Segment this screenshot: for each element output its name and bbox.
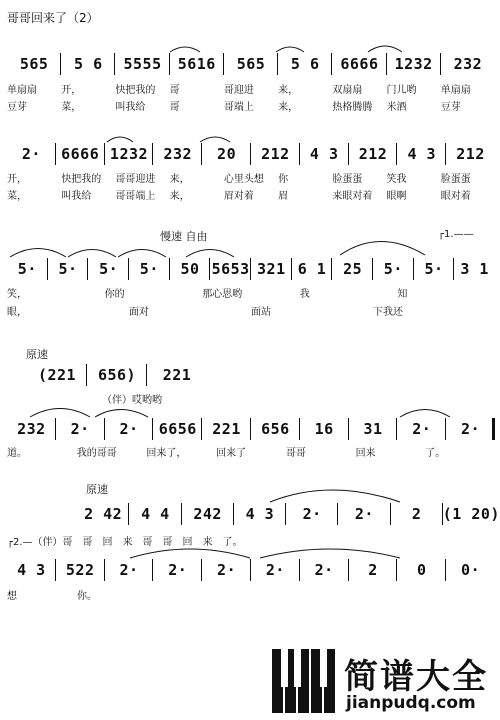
lyric-segment: 哥迎进: [223, 85, 254, 96]
measure: 232: [17, 420, 46, 438]
lyric-segment: 开，: [61, 85, 82, 96]
lyric-segment: 脸蛋蛋: [440, 174, 471, 185]
measure: 5616: [177, 55, 216, 73]
measure: 31: [363, 420, 383, 438]
measure: 2 42: [84, 505, 123, 523]
lyric-segment: 哥: [169, 85, 180, 96]
measure: 2·: [354, 505, 374, 523]
measure: 4 3: [245, 505, 275, 523]
measure: 5555: [123, 55, 162, 73]
lyric-segment: 笑我: [386, 174, 407, 185]
measure: 50: [180, 260, 200, 278]
lyric-segment: 想: [7, 591, 17, 602]
piano-keys-icon: [272, 649, 336, 713]
measure: 5·: [139, 260, 159, 278]
measure: 2·: [70, 420, 90, 438]
lyric-segment: 叫我给: [61, 191, 92, 202]
lyric-segment: 你。: [77, 591, 97, 602]
lyric-segment: 菜，: [61, 102, 82, 113]
tempo-original-2: 原速: [86, 483, 108, 496]
lyric-segment: 眉: [278, 191, 289, 202]
lyric-segment: 来眼对着: [332, 191, 373, 202]
lyric-segment: 来，: [278, 85, 299, 96]
lyric-segment: 单扇扇: [7, 85, 37, 96]
lyric-segment: 眉对着: [223, 191, 254, 202]
lyric-segment: 哥: [169, 102, 180, 113]
measure: 2·: [119, 420, 139, 438]
lyric-segment: 你的: [104, 289, 125, 300]
volta-2-lyric: ┌2.—（伴）哥 哥 回 来 哥 哥 回 来 了。: [7, 537, 243, 548]
lyric-segment: 哥哥: [285, 448, 306, 459]
lyric-segment: 那心思哟: [202, 289, 243, 300]
lyric-segment: 知: [397, 289, 408, 300]
lyric-segment: 眼，: [7, 307, 27, 318]
measure: 2·: [119, 561, 139, 579]
measure: 212: [358, 145, 388, 163]
measure: 656: [261, 420, 290, 438]
lyric-segment: 我: [299, 289, 310, 300]
measure: 6666: [61, 145, 100, 163]
measure: 522: [65, 561, 95, 579]
measure: 5653: [211, 260, 250, 278]
measure: 3 1: [460, 260, 489, 278]
lyric-segment: 眼对着: [440, 191, 471, 202]
lyric-segment: 哥哥迎进: [115, 174, 156, 185]
lyric-segment: 心里头想: [223, 174, 264, 185]
measure: 2: [368, 561, 378, 579]
lyric-segment: 快把我的: [115, 85, 156, 96]
measure: (1 20): [442, 505, 500, 523]
lyric-segment: 道。: [7, 448, 27, 459]
measure: 2·: [168, 561, 188, 579]
brand-name-en: jianpudq.com: [346, 693, 476, 713]
measure: 2·: [412, 420, 432, 438]
lyric-segment: 来，: [169, 191, 190, 202]
lyric-segment: 回来了: [216, 448, 247, 459]
measure: 2·: [461, 420, 481, 438]
measure: 5 6: [290, 55, 320, 73]
measure: 565: [236, 55, 266, 73]
lyric-segment: 回来: [355, 448, 376, 459]
lyric-segment: 来，: [278, 102, 299, 113]
lyric-segment: 开，: [7, 174, 27, 185]
measure: 4 3: [407, 145, 437, 163]
measure: 25: [343, 260, 363, 278]
lyric-segment: 下我还: [373, 307, 403, 318]
measure: 5 6: [74, 55, 103, 73]
measure: 1232: [394, 55, 433, 73]
lyric-segment: 哥端上: [223, 102, 254, 113]
measure: 2·: [314, 561, 334, 579]
measure: 321: [257, 260, 286, 278]
measure: 5·: [99, 260, 119, 278]
lyric-segment: 眼啊: [386, 191, 407, 202]
measure: 232: [453, 55, 483, 73]
lyric-segment: 了。: [425, 448, 446, 459]
measure: 4 3: [17, 561, 46, 579]
measure: 5·: [424, 260, 444, 278]
tempo-marking: 慢速 自由: [160, 230, 208, 243]
measure: 2·: [265, 561, 285, 579]
measure: 2·: [217, 561, 237, 579]
brand-name-cn: 简谱大全: [344, 657, 488, 697]
tempo-original: 原速: [26, 348, 48, 361]
lyric-segment: 我的哥哥: [76, 448, 117, 459]
measure: 565: [19, 55, 49, 73]
measure: 242: [193, 505, 222, 523]
measure: 4 3: [309, 145, 339, 163]
lyric-segment: 门儿哟: [386, 85, 417, 96]
lyric-segment: 快把我的: [61, 174, 102, 185]
lyric-segment: 笑，: [7, 289, 27, 300]
measure: (221: [37, 366, 77, 384]
measure: 1232: [109, 145, 149, 163]
measure: 0·: [461, 561, 481, 579]
measure: 6666: [340, 55, 379, 73]
lyric-segment: 菜，: [7, 191, 27, 202]
measure: 6656: [158, 420, 197, 438]
measure: 2·: [302, 505, 322, 523]
lyric-segment: 面站: [251, 307, 271, 318]
measure: 5·: [383, 260, 403, 278]
measure: 20: [217, 145, 237, 163]
measure: 6 1: [297, 260, 327, 278]
volta-1: ┌1.——: [438, 229, 474, 240]
measure: 212: [456, 145, 485, 163]
lyric-segment: 单扇扇: [440, 85, 471, 96]
measure: 4 4: [141, 505, 170, 523]
lyric-segment: 米酒: [386, 102, 407, 113]
measure: 5·: [58, 260, 78, 278]
measure: 212: [261, 145, 290, 163]
measure: 221: [162, 366, 192, 384]
measure: 232: [163, 145, 193, 163]
lyric-segment: 脸蛋蛋: [332, 174, 363, 185]
lyric-segment: 双扇扇: [332, 85, 363, 96]
accompaniment-note: （伴）哎哟哟: [102, 395, 162, 406]
lyric-segment: 来，: [169, 174, 190, 185]
measure: 2: [411, 505, 422, 523]
measure: 221: [212, 420, 241, 438]
measure: 5·: [17, 260, 37, 278]
lyric-segment: 回来了，: [146, 448, 187, 459]
measure: 16: [314, 420, 334, 438]
lyric-segment: 热格腾腾: [332, 102, 373, 113]
lyric-segment: 豆芽: [440, 102, 461, 113]
measure: 656): [97, 366, 137, 384]
site-logo: [272, 649, 490, 715]
song-title: 哥哥回来了（2）: [7, 11, 99, 25]
measure: 0: [417, 561, 427, 579]
lyric-segment: 面对: [129, 307, 149, 318]
lyric-segment: 你: [278, 174, 289, 185]
lyric-segment: 豆芽: [7, 102, 27, 113]
lyric-segment: 叫我给: [115, 102, 146, 113]
measure: 2·: [21, 145, 41, 163]
lyric-segment: 哥哥端上: [115, 191, 156, 202]
